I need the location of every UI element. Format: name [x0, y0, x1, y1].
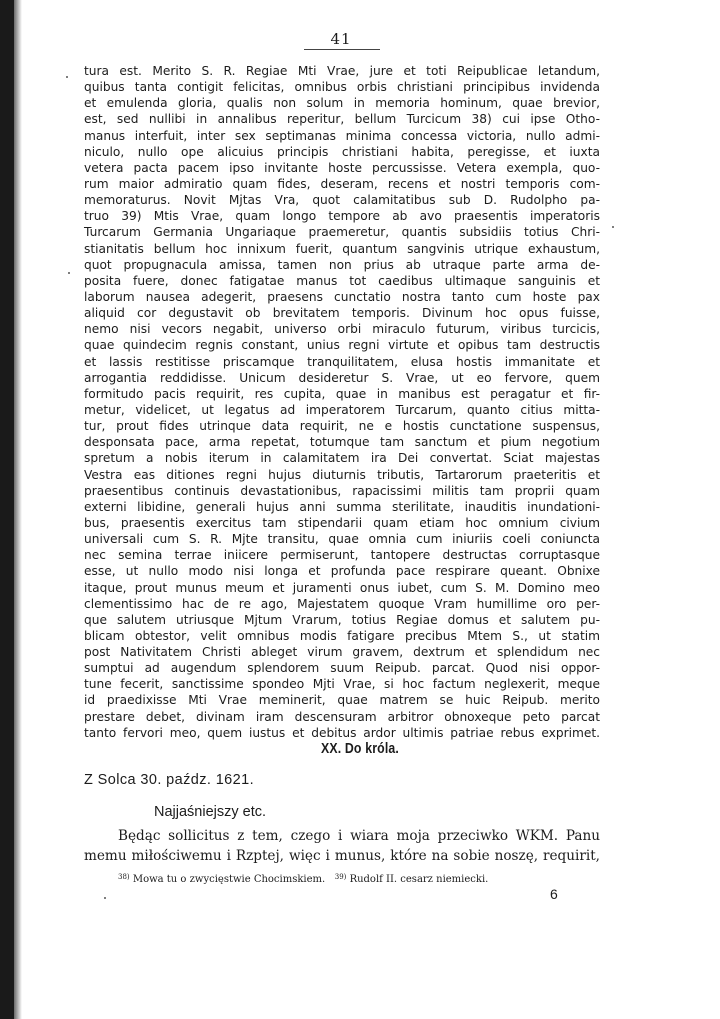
- text-line: et lassis restitisse priscamque tranquilitatem, elusa hostis immanitate et: [84, 354, 600, 369]
- binding-shadow-fade: [14, 0, 22, 1019]
- binding-shadow: [0, 0, 14, 1019]
- text-line: tanto fervori meo, quem iustus et debitus ardor ultimis patriae rebus exprimet.: [84, 725, 600, 740]
- page-number-rule: [304, 49, 380, 50]
- text-line: et emulenda gloria, qualis non solum in memoria hominum, quae brevior,: [84, 96, 600, 111]
- scan-speck: [612, 226, 614, 228]
- text-line: tune fecerit, sanctissime spondeo Mjti Vrae, si hoc factum neglexerit, meque: [84, 677, 600, 692]
- text-line: tura est. Merito S. R. Regiae Mti Vrae, jure et toti Reipublicae letandum,: [84, 64, 600, 78]
- text-line: stianitatis bellum hoc innixum fuerit, quantum sangvinis utrique exhaustum,: [84, 241, 600, 256]
- footnote-38: Mowa tu o zwycięstwie Chocimskiem.: [132, 874, 326, 885]
- footnote-marker: 38): [118, 873, 130, 881]
- text-line: memoraturus. Novit Mjtas Vra, quot calamitatibus sub D. Rudolpho pa-: [84, 193, 600, 208]
- footnotes: [118, 873, 488, 885]
- page-number: 41: [330, 30, 352, 48]
- text-line: laborum nausea adegerit, praesens cunctatio nostra tanto cum hoste pax: [84, 289, 600, 304]
- text-line: prestare debet, divinam iram descensuram arbitror obnoxeque peto parcat: [84, 709, 600, 724]
- text-line: post Nativitatem Christi ableget virum gravem, dextrum et splendidum nec: [84, 645, 600, 660]
- text-line: rum maior admiratio quam fides, deseram, recens et nostri temporis com-: [84, 176, 600, 191]
- text-line: id praedixisse Mti Vrae meminerit, quae matrem se huic Reipub. merito: [84, 693, 600, 708]
- text-line: memu miłościwemu i Rzptej, więc i munus, które na sobie noszę, requirit,: [84, 848, 600, 864]
- text-line: itaque, prout munus meum et juramenti onus iubet, cum S. M. Domino meo: [84, 580, 600, 595]
- text-line: esse, ut nullo modo nisi longa et profunda pace respirare queant. Obnixe: [84, 564, 600, 579]
- text-line: manus interfuit, inter sex septimanas minima concessa victoria, nullo admi-: [84, 128, 600, 143]
- scan-speck: [104, 897, 106, 899]
- text-line: nec semina terrae iniicere permiserunt, tantopere destructas corruptasque: [84, 548, 600, 563]
- letter-place-date: Z Solca 30. paźdz. 1621.: [84, 772, 255, 788]
- text-line: tur, prout fides utrinque data requirit, ne e hostis cunctatione suspensus,: [84, 419, 600, 434]
- text-line: que salutem utriusque Mjtum Vrarum, totius Regiae domus et salutem pu-: [84, 612, 600, 627]
- text-line: est, sed nullibi in annalibus reperitur, bellum Turcicum 38) cui ipse Otho-: [84, 112, 600, 127]
- text-line: spretum a nobis iterum in calamitatem ira Dei convertat. Sciat majestas: [84, 451, 600, 466]
- text-line: vetera pacta pacem ipso invitante hoste percussisse. Vetera exempla, quo-: [84, 160, 600, 175]
- text-line: nemo nisi vecors negabit, universo orbi miraculo futurum, viribus turcicis,: [84, 322, 600, 337]
- text-line: Vestra eas ditiones regni hujus diuturnis tributis, Tartarorum praeteritis et: [84, 467, 600, 482]
- text-line: desponsata pace, arma repetat, totumque tam sanctum et pium negotium: [84, 435, 600, 450]
- latin-letter-text: [84, 63, 600, 741]
- scan-speck: [66, 76, 68, 78]
- text-line: Będąc sollicitus z tem, czego i wiara moja przeciwko WKM. Panu: [118, 828, 600, 844]
- letter-salutation: Najjaśniejszy etc.: [154, 804, 267, 820]
- text-line: clementissimo hac de re ago, Majestatem quoque Vram humillime oro per-: [84, 596, 600, 611]
- section-heading: XX. Do króla.: [320, 740, 400, 757]
- text-line: formitudo pacis requirit, res cupita, quae in manibus est peragatur et fir-: [84, 386, 600, 401]
- text-line: praesentibus continuis devastationibus, rapacissimi militis tam proprii quam: [84, 483, 600, 498]
- text-line: quae quindecim regnis constant, unius regni virtute et opibus tam destructis: [84, 338, 600, 353]
- text-line: metur, videlicet, ut legatus ad imperatorem Turcarum, quanto citius mitta-: [84, 402, 600, 417]
- text-line: quibus tanta contigit felicitas, omnibus orbis christiani principibus invidenda: [84, 80, 600, 95]
- text-line: truo 39) Mtis Vrae, quam longo tempore ab avo praesentis imperatoris: [84, 209, 600, 224]
- text-line: quot propugnacula amissa, tamen non prius ab utraque parte arma de-: [84, 257, 600, 272]
- footnote-39: Rudolf II. cesarz niemiecki.: [349, 874, 489, 885]
- polish-letter-text: [84, 826, 600, 866]
- text-line: aliquid cor degustavit ob brevitatem temporis. Divinum hoc opus fuisse,: [84, 306, 600, 321]
- text-line: universali cum S. R. Mjte transitu, quae omnia cum iniuriis coeli coniuncta: [84, 532, 600, 547]
- text-line: posita fuere, donec fatigatae manus tot caedibus ultimaque sanguinis et: [84, 273, 600, 288]
- text-line: sumptui ad augendum splendorem suum Reipub. parcat. Quod nisi oppor-: [84, 661, 600, 676]
- text-line: Turcarum Germania Ungariaque praemeretur, quantis subsidiis totius Chri-: [84, 225, 600, 240]
- scan-speck: [68, 272, 70, 274]
- text-line: externi libidine, generali hujus anni summa sterilitate, inauditis inundationi-: [84, 499, 600, 514]
- text-line: bus, praesentis exercitus tam stipendarii quam etiam hoc omnium civium: [84, 515, 600, 530]
- printer-signature-mark: 6: [550, 886, 558, 902]
- text-line: blicam obtestor, velit omnibus modis fatigare precibus Mtem S., ut statim: [84, 628, 600, 643]
- text-line: arrogantia reddidisse. Unicum desideretur S. Vrae, ut eo fervore, quem: [84, 370, 600, 385]
- footnote-marker: 39): [334, 873, 347, 881]
- text-line: niculo, nullo ope alicuius principis christiani habita, peregisse, et iuxta: [84, 144, 600, 159]
